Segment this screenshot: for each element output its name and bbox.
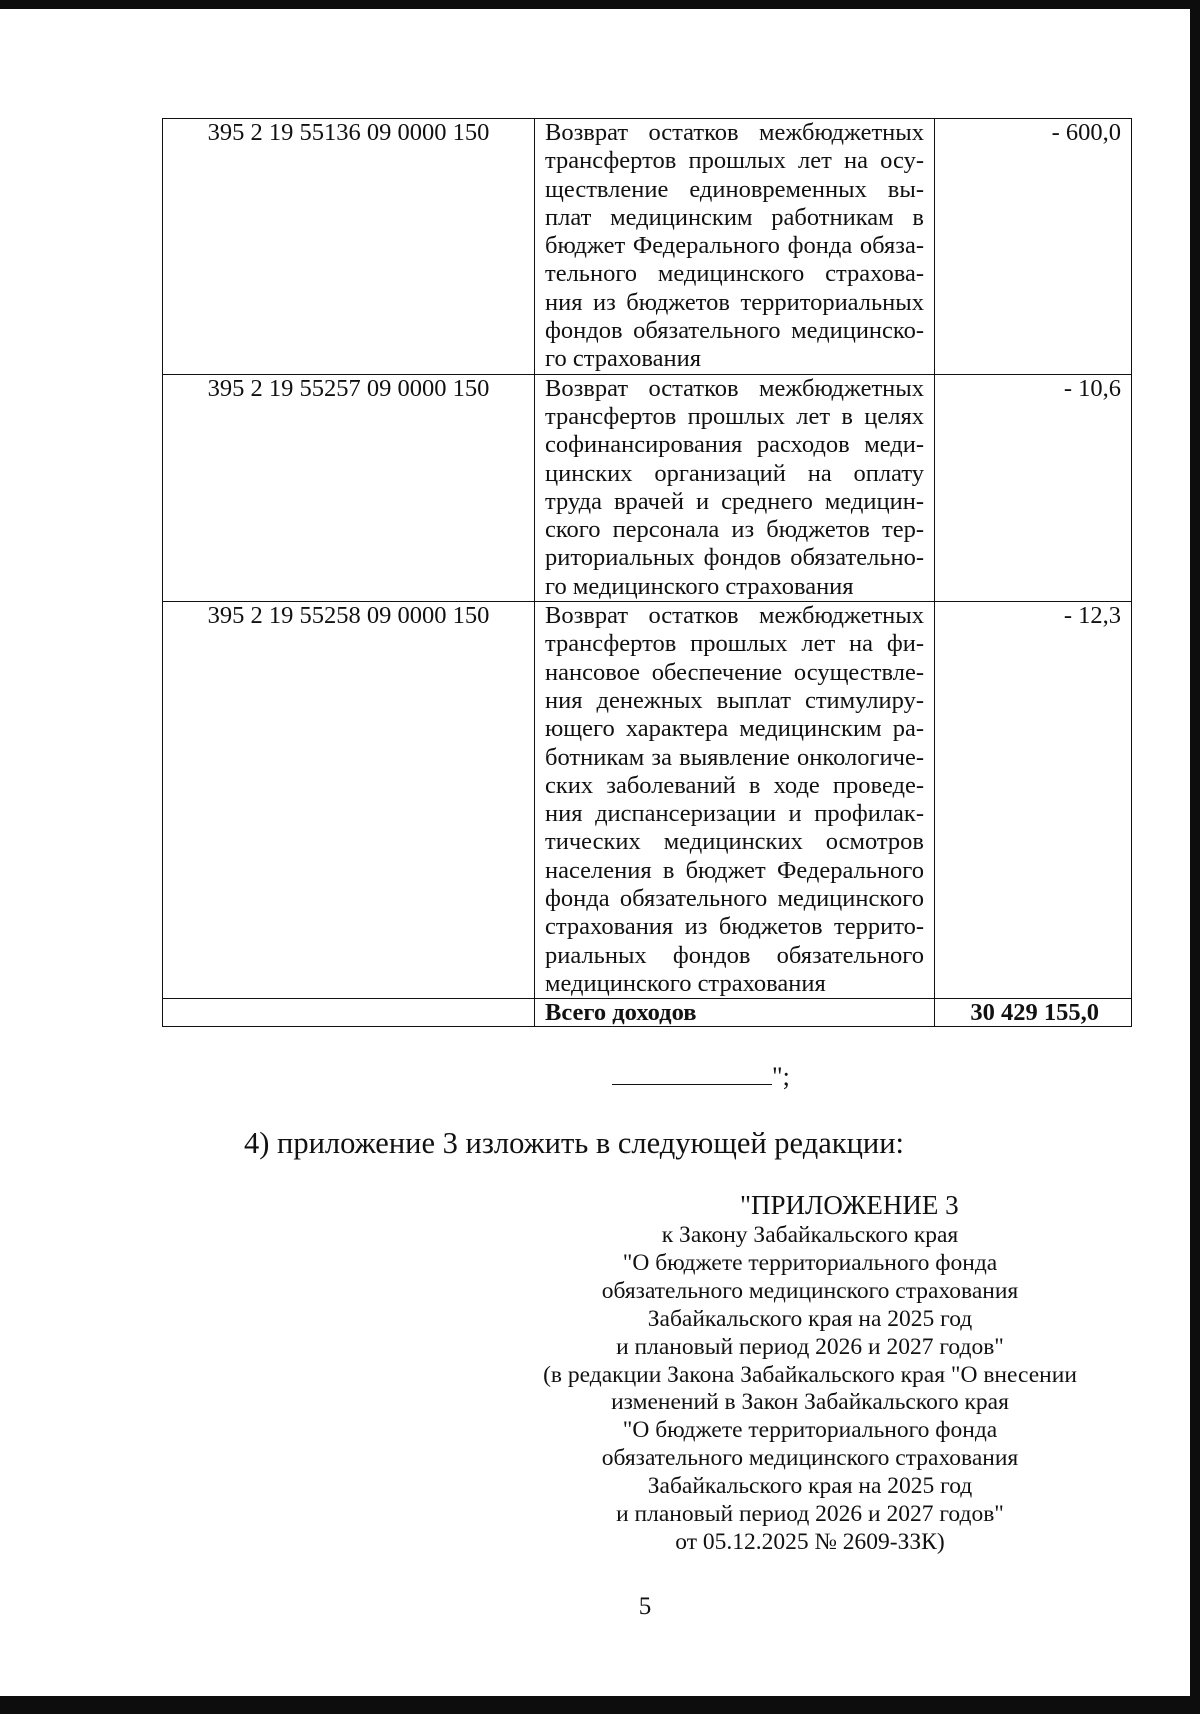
appendix-line: (в редакции Закона Забайкальского края "О внесении	[543, 1361, 1077, 1388]
table-row	[163, 602, 1132, 999]
total-amount: 30 429 155,0	[935, 999, 1132, 1027]
description-line: риальных фондов обязательного	[545, 941, 924, 969]
description-line: тических медицинских осмотров	[545, 828, 924, 856]
table-row	[163, 119, 1132, 375]
table-row	[163, 374, 1132, 601]
description-line: плат медицинским работникам в	[545, 203, 924, 231]
revenue-description	[535, 602, 935, 999]
appendix-reference-block	[530, 1222, 1090, 1557]
description-line: риториальных фондов обязательно-	[545, 544, 924, 572]
scan-border-top	[0, 0, 1200, 9]
appendix-heading: "ПРИЛОЖЕНИЕ 3	[740, 1190, 959, 1220]
appendix-line: и плановый период 2026 и 2027 годов"	[616, 1501, 1004, 1528]
amendment-text: 4) приложение 3 изложить в следующей редакции:	[244, 1126, 905, 1160]
description-line: труда врачей и среднего медицин-	[545, 487, 924, 515]
revenue-amount: - 600,0	[935, 119, 1132, 375]
revenue-table-body	[163, 119, 1132, 1027]
revenue-description	[535, 119, 935, 375]
description-line: бюджет Федерального фонда обяза-	[545, 232, 924, 260]
description-line: ния диспансеризации и профилак-	[545, 800, 924, 828]
description-line: трансфертов прошлых лет на осу-	[545, 147, 924, 175]
appendix-line: Забайкальского края на 2025 год	[647, 1473, 973, 1500]
appendix-line: "О бюджете территориального фонда	[622, 1417, 998, 1444]
description-line: ния денежных выплат стимулиру-	[545, 686, 924, 714]
description-line: го медицинского страхования	[545, 572, 854, 600]
description-line: Возврат остатков межбюджетных	[545, 374, 924, 402]
description-line: фонда обязательного медицинского	[545, 885, 924, 913]
description-line: ющего характера медицинским ра-	[545, 715, 924, 743]
appendix-line: обязательного медицинского страхования	[601, 1445, 1019, 1472]
description-line: Возврат остатков межбюджетных	[545, 602, 924, 630]
page-number: 5	[638, 1593, 652, 1620]
description-line: тельного медицинского страхова-	[545, 260, 924, 288]
description-line: Возврат остатков межбюджетных	[545, 119, 924, 146]
appendix-line: изменений в Закон Забайкальского края	[611, 1389, 1009, 1416]
appendix-line: от 05.12.2025 № 2609-ЗЗК)	[675, 1528, 945, 1555]
appendix-line: Забайкальского края на 2025 год	[647, 1305, 973, 1332]
description-line: цинских организаций на оплату	[545, 459, 924, 487]
scan-border-right	[1190, 0, 1200, 1714]
budget-code: 395 2 19 55258 09 0000 150	[163, 602, 535, 999]
revenue-amount: - 10,6	[935, 374, 1132, 601]
description-line: трансфертов прошлых лет на фи-	[545, 630, 924, 658]
total-label: Всего доходов	[535, 999, 935, 1027]
budget-code: 395 2 19 55136 09 0000 150	[163, 119, 535, 375]
description-line: населения в бюджет Федерального	[545, 856, 924, 884]
description-line: ских заболеваний в ходе проведе-	[545, 771, 924, 799]
description-line: медицинского страхования	[545, 969, 826, 997]
description-line: фондов обязательного медицинско-	[545, 317, 924, 345]
closing-mark	[612, 1062, 790, 1092]
closing-underline	[612, 1068, 772, 1085]
description-line: го страхования	[545, 345, 701, 373]
total-code-cell	[163, 999, 535, 1027]
scan-border-bottom	[0, 1696, 1200, 1714]
appendix-line: к Закону Забайкальского края	[661, 1222, 959, 1248]
description-line: трансфертов прошлых лет в целях	[545, 402, 924, 430]
description-line: ществление единовременных вы-	[545, 175, 924, 203]
closing-quote: ";	[772, 1062, 790, 1091]
appendix-line: и плановый период 2026 и 2027 годов"	[616, 1333, 1004, 1360]
revenue-amount: - 12,3	[935, 602, 1132, 999]
description-line: софинансирования расходов меди-	[545, 431, 924, 459]
description-line: ния из бюджетов территориальных	[545, 288, 924, 316]
appendix-line: обязательного медицинского страхования	[601, 1277, 1019, 1304]
total-row	[163, 999, 1132, 1027]
appendix-line: "О бюджете территориального фонда	[622, 1249, 998, 1276]
description-line: нансовое обеспечение осуществле-	[545, 658, 924, 686]
revenue-description	[535, 374, 935, 601]
revenue-table	[162, 118, 1132, 1027]
description-line: ского персонала из бюджетов тер-	[545, 516, 924, 544]
description-line: страхования из бюджетов террито-	[545, 913, 924, 941]
description-line: ботникам за выявление онкологиче-	[545, 743, 924, 771]
budget-code: 395 2 19 55257 09 0000 150	[163, 374, 535, 601]
